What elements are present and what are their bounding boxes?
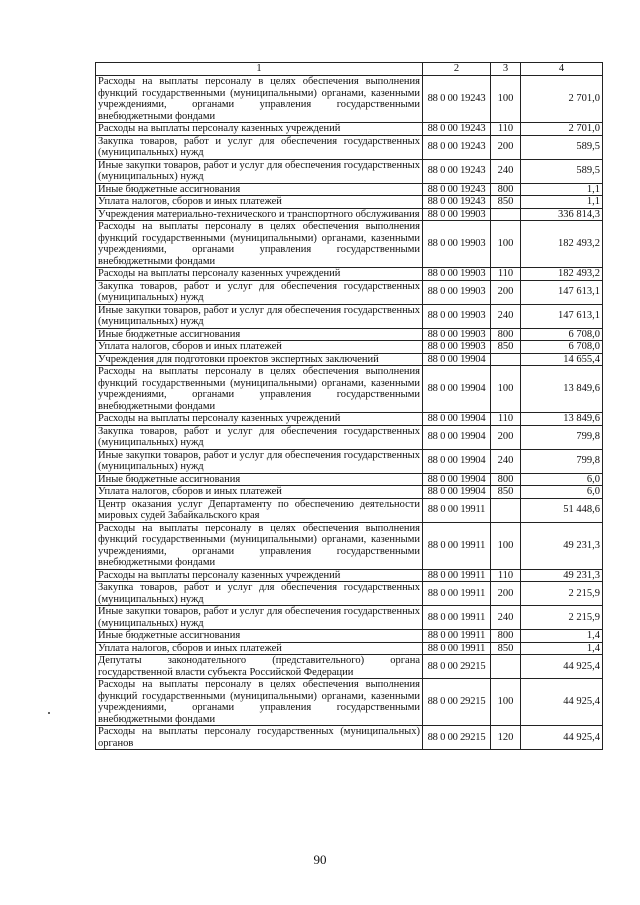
row-vr: 100 (491, 221, 521, 268)
table-row (96, 304, 603, 328)
row-vr: 200 (491, 582, 521, 606)
row-code: 88 0 00 19903 (423, 280, 491, 304)
row-vr: 120 (491, 726, 521, 750)
table-row (96, 413, 603, 426)
row-name: Иные закупки товаров, работ и услуг для обеспечения государственных (муниципальных) нужд (96, 304, 423, 328)
table-row (96, 726, 603, 750)
row-code: 88 0 00 19911 (423, 642, 491, 655)
row-code: 88 0 00 19904 (423, 486, 491, 499)
row-amount: 6 708,0 (521, 341, 603, 354)
row-amount: 44 925,4 (521, 726, 603, 750)
row-amount: 44 925,4 (521, 679, 603, 726)
table-row (96, 196, 603, 209)
row-vr: 110 (491, 123, 521, 136)
row-code: 88 0 00 19903 (423, 221, 491, 268)
table-row (96, 630, 603, 643)
table-row (96, 569, 603, 582)
row-vr: 850 (491, 196, 521, 209)
row-vr: 200 (491, 425, 521, 449)
row-code: 88 0 00 19243 (423, 76, 491, 123)
table-row (96, 221, 603, 268)
table-row (96, 679, 603, 726)
row-vr (491, 655, 521, 679)
row-name: Расходы на выплаты персоналу казенных учреждений (96, 268, 423, 281)
row-name: Депутаты законодательного (представительного) органа государственной власти субъекта Российской Федерации (96, 655, 423, 679)
table-row (96, 498, 603, 522)
table-row (96, 473, 603, 486)
row-amount: 13 849,6 (521, 366, 603, 413)
row-amount: 1,1 (521, 183, 603, 196)
row-vr: 800 (491, 328, 521, 341)
row-name: Иные закупки товаров, работ и услуг для обеспечения государственных (муниципальных) нужд (96, 606, 423, 630)
row-vr: 200 (491, 135, 521, 159)
row-amount: 2 701,0 (521, 76, 603, 123)
row-name: Учреждения материально-технического и транспортного обслуживания (96, 208, 423, 221)
row-vr (491, 498, 521, 522)
row-vr (491, 208, 521, 221)
row-code: 88 0 00 19903 (423, 208, 491, 221)
row-name: Иные бюджетные ассигнования (96, 328, 423, 341)
row-code: 88 0 00 19904 (423, 413, 491, 426)
row-code: 88 0 00 19243 (423, 123, 491, 136)
row-amount: 147 613,1 (521, 304, 603, 328)
table-row (96, 655, 603, 679)
row-vr: 100 (491, 522, 521, 569)
row-name: Расходы на выплаты персоналу казенных учреждений (96, 413, 423, 426)
row-vr: 850 (491, 486, 521, 499)
row-code: 88 0 00 19903 (423, 328, 491, 341)
row-name: Иные бюджетные ассигнования (96, 630, 423, 643)
row-vr: 240 (491, 449, 521, 473)
header-col-2: 2 (423, 63, 491, 76)
row-name: Иные бюджетные ассигнования (96, 473, 423, 486)
row-name: Расходы на выплаты персоналу в целях обеспечения выполнения функций государственными (муниципальными) органами, казенными учреждениями, органами управления государственными внебюджетными фондами (96, 522, 423, 569)
row-amount: 336 814,3 (521, 208, 603, 221)
row-amount: 182 493,2 (521, 221, 603, 268)
header-col-1: 1 (96, 63, 423, 76)
table-row (96, 582, 603, 606)
budget-table (95, 62, 603, 750)
row-amount: 6,0 (521, 473, 603, 486)
row-code: 88 0 00 19904 (423, 425, 491, 449)
table-row (96, 208, 603, 221)
row-vr: 850 (491, 642, 521, 655)
table-row (96, 280, 603, 304)
row-vr: 100 (491, 76, 521, 123)
row-amount: 799,8 (521, 425, 603, 449)
row-name: Расходы на выплаты персоналу в целях обеспечения выполнения функций государственными (муниципальными) органами, казенными учреждениями, органами управления государственными внебюджетными фондами (96, 221, 423, 268)
row-name: Расходы на выплаты персоналу в целях обеспечения выполнения функций государственными (муниципальными) органами, казенными учреждениями, органами управления государственными внебюджетными фондами (96, 76, 423, 123)
row-code: 88 0 00 19904 (423, 353, 491, 366)
row-name: Закупка товаров, работ и услуг для обеспечения государственных (муниципальных) нужд (96, 280, 423, 304)
row-amount: 2 215,9 (521, 582, 603, 606)
row-amount: 589,5 (521, 159, 603, 183)
row-name: Иные закупки товаров, работ и услуг для обеспечения государственных (муниципальных) нужд (96, 159, 423, 183)
row-amount: 6,0 (521, 486, 603, 499)
row-name: Расходы на выплаты персоналу в целях обеспечения выполнения функций государственными (муниципальными) органами, казенными учреждениями, органами управления государственными внебюджетными фондами (96, 366, 423, 413)
table-row (96, 449, 603, 473)
row-code: 88 0 00 19911 (423, 630, 491, 643)
row-vr: 800 (491, 473, 521, 486)
row-amount: 49 231,3 (521, 522, 603, 569)
table-row (96, 183, 603, 196)
row-code: 88 0 00 19243 (423, 196, 491, 209)
row-amount: 44 925,4 (521, 655, 603, 679)
row-name: Расходы на выплаты персоналу казенных учреждений (96, 569, 423, 582)
table-row (96, 341, 603, 354)
row-amount: 589,5 (521, 135, 603, 159)
table-row (96, 76, 603, 123)
row-name: Уплата налогов, сборов и иных платежей (96, 486, 423, 499)
table-row (96, 123, 603, 136)
row-amount: 6 708,0 (521, 328, 603, 341)
row-name: Закупка товаров, работ и услуг для обеспечения государственных (муниципальных) нужд (96, 425, 423, 449)
row-name: Закупка товаров, работ и услуг для обеспечения государственных (муниципальных) нужд (96, 135, 423, 159)
row-code: 88 0 00 29215 (423, 679, 491, 726)
row-name: Закупка товаров, работ и услуг для обеспечения государственных (муниципальных) нужд (96, 582, 423, 606)
table-row (96, 366, 603, 413)
row-code: 88 0 00 19911 (423, 498, 491, 522)
row-code: 88 0 00 19903 (423, 341, 491, 354)
row-code: 88 0 00 19903 (423, 304, 491, 328)
row-code: 88 0 00 29215 (423, 655, 491, 679)
row-code: 88 0 00 19911 (423, 606, 491, 630)
table-row (96, 642, 603, 655)
table-row (96, 606, 603, 630)
row-name: Уплата налогов, сборов и иных платежей (96, 196, 423, 209)
row-amount: 51 448,6 (521, 498, 603, 522)
row-code: 88 0 00 19903 (423, 268, 491, 281)
row-vr: 110 (491, 268, 521, 281)
row-vr: 240 (491, 606, 521, 630)
row-amount: 1,1 (521, 196, 603, 209)
row-amount: 14 655,4 (521, 353, 603, 366)
row-vr: 110 (491, 413, 521, 426)
table-row (96, 425, 603, 449)
row-name: Уплата налогов, сборов и иных платежей (96, 642, 423, 655)
row-amount: 147 613,1 (521, 280, 603, 304)
row-name: Уплата налогов, сборов и иных платежей (96, 341, 423, 354)
row-name: Центр оказания услуг Департаменту по обеспечению деятельности мировых судей Забайкальского края (96, 498, 423, 522)
row-name: Расходы на выплаты персоналу в целях обеспечения выполнения функций государственными (муниципальными) органами, казенными учреждениями, органами управления государственными внебюджетными фондами (96, 679, 423, 726)
header-col-4: 4 (521, 63, 603, 76)
row-amount: 1,4 (521, 642, 603, 655)
row-vr: 110 (491, 569, 521, 582)
table-row (96, 268, 603, 281)
page-number: 90 (313, 852, 327, 867)
row-vr (491, 353, 521, 366)
row-vr: 240 (491, 159, 521, 183)
row-amount: 49 231,3 (521, 569, 603, 582)
row-vr: 800 (491, 183, 521, 196)
row-code: 88 0 00 29215 (423, 726, 491, 750)
row-code: 88 0 00 19243 (423, 183, 491, 196)
table-row (96, 486, 603, 499)
row-vr: 100 (491, 679, 521, 726)
row-vr: 200 (491, 280, 521, 304)
row-code: 88 0 00 19904 (423, 366, 491, 413)
row-name: Иные закупки товаров, работ и услуг для обеспечения государственных (муниципальных) нужд (96, 449, 423, 473)
row-code: 88 0 00 19911 (423, 582, 491, 606)
row-code: 88 0 00 19904 (423, 449, 491, 473)
row-code: 88 0 00 19243 (423, 135, 491, 159)
row-amount: 799,8 (521, 449, 603, 473)
row-amount: 182 493,2 (521, 268, 603, 281)
row-amount: 2 701,0 (521, 123, 603, 136)
row-code: 88 0 00 19911 (423, 569, 491, 582)
table-row (96, 353, 603, 366)
table-header-row (96, 63, 603, 76)
table-row (96, 135, 603, 159)
row-vr: 240 (491, 304, 521, 328)
row-amount: 1,4 (521, 630, 603, 643)
row-name: Иные бюджетные ассигнования (96, 183, 423, 196)
header-col-3: 3 (491, 63, 521, 76)
table-row (96, 159, 603, 183)
row-code: 88 0 00 19904 (423, 473, 491, 486)
row-amount: 2 215,9 (521, 606, 603, 630)
row-name: Учреждения для подготовки проектов экспертных заключений (96, 353, 423, 366)
table-row (96, 522, 603, 569)
row-vr: 850 (491, 341, 521, 354)
row-code: 88 0 00 19243 (423, 159, 491, 183)
table-row (96, 328, 603, 341)
row-name: Расходы на выплаты персоналу казенных учреждений (96, 123, 423, 136)
row-name: Расходы на выплаты персоналу государственных (муниципальных) органов (96, 726, 423, 750)
scan-speck (48, 712, 50, 714)
row-code: 88 0 00 19911 (423, 522, 491, 569)
row-amount: 13 849,6 (521, 413, 603, 426)
row-vr: 100 (491, 366, 521, 413)
row-vr: 800 (491, 630, 521, 643)
